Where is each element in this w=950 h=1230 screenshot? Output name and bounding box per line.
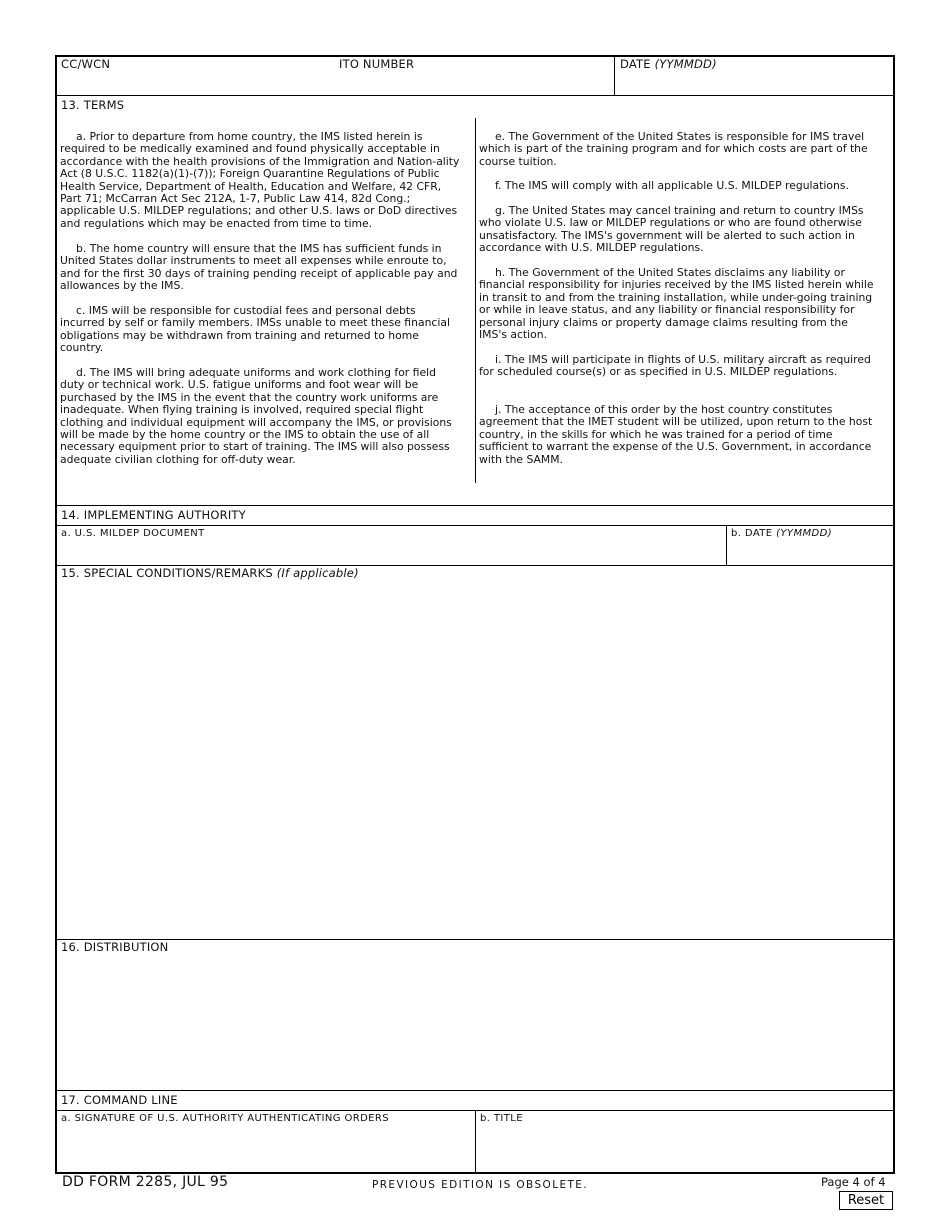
implementing-title-rule	[56, 525, 894, 526]
ito-number-label: ITO NUMBER	[339, 57, 415, 71]
special-conditions-field[interactable]	[60, 584, 894, 938]
term-g: g. The United States may cancel training and return to country IMSs who violate U.S. law or MILDEP regulations or who are found otherwise unsatisfactory. The IMS's government will be alerted to such action in accordance with U.S. MILDEP regulations.	[479, 204, 864, 255]
term-a: a. Prior to departure from home country, the IMS listed herein is required to be medically examined and found physically acceptable in accordance with the health provisions of the Immigration and Nation-ality Act (8 U.S.C. 1182(a)(1)-(7)); Foreign Quarantine Regulations of Public Health Service, Department of Health, Education and Welfare, 42 CFR, Part 71; McCarran Act Sec 212A, 1-7, Public Law 414, 82d Cong.; applicable U.S. MILDEP regulations; and other U.S. laws or DoD directives and regulations which may be enacted from time to time.	[60, 130, 460, 230]
special-conditions-title: 15. SPECIAL CONDITIONS/REMARKS (If applicable)	[61, 566, 359, 580]
title-label: b. TITLE	[480, 1113, 523, 1124]
reset-button[interactable]: Reset	[839, 1191, 893, 1210]
ito-number-field[interactable]	[335, 72, 614, 94]
command-divider	[475, 1111, 476, 1173]
title-field[interactable]	[479, 1128, 893, 1170]
implementing-title: 14. IMPLEMENTING AUTHORITY	[61, 508, 246, 522]
mildep-document-label: a. U.S. MILDEP DOCUMENT	[61, 528, 205, 539]
previous-edition-notice: PREVIOUS EDITION IS OBSOLETE.	[372, 1179, 589, 1191]
term-e: e. The Government of the United States is responsible for IMS travel which is part of the training program and for which costs are part of the course tuition.	[479, 130, 868, 168]
terms-title: 13. TERMS	[61, 98, 125, 112]
term-d: d. The IMS will bring adequate uniforms and work clothing for field duty or technical work. U.S. fatigue uniforms and foot wear will be purchased by the IMS in the event that the country work uniforms are inadequate. When flying training is involved, required special flight clothing and individual equipment will accompany the IMS, or provisions will be made by the home country or the IMS to obtain the use of all necessary equipment prior to start of training. The IMS will also possess adequate civilian clothing for off-duty wear.	[60, 366, 452, 466]
term-f: f. The IMS will comply with all applicable U.S. MILDEP regulations.	[495, 179, 849, 192]
mildep-document-field[interactable]	[60, 542, 724, 564]
term-b: b. The home country will ensure that the IMS has sufficient funds in United States dollar instruments to meet all expenses while enroute to, and for the first 30 days of training pending receipt of applicable pay and allowances by the IMS.	[60, 242, 458, 293]
header-date-field[interactable]	[618, 72, 892, 94]
signature-label: a. SIGNATURE OF U.S. AUTHORITY AUTHENTICATING ORDERS	[61, 1113, 389, 1124]
term-c: c. IMS will be responsible for custodial fees and personal debts incurred by self or family members. IMSs unable to meet these financial obligations may be withdrawn from training and returned to home country.	[60, 304, 450, 355]
implementing-date-field[interactable]	[730, 542, 894, 564]
header-date-label: DATE (YYMMDD)	[620, 57, 717, 71]
ccwcn-field[interactable]	[60, 72, 334, 94]
term-j: j. The acceptance of this order by the host country constitutes agreement that the IMET student will be utilized, upon return to the host country, in the skills for which he was trained for a period of time sufficient to warrant the expense of the U.S. Government, in accordance with the SAMM.	[479, 403, 873, 466]
terms-bottom-rule	[56, 505, 894, 506]
ccwcn-label: CC/WCN	[61, 57, 111, 71]
implementing-divider	[726, 526, 727, 566]
special-bottom-rule	[56, 939, 894, 940]
distribution-bottom-rule	[56, 1090, 894, 1091]
distribution-field[interactable]	[60, 958, 894, 1088]
term-h: h. The Government of the United States disclaims any liability or financial responsibility for injuries received by the IMS listed herein while in transit to and from the training installation, while under-going training or while in leave status, and any liability or financial responsibility for personal injury claims or property damage claims resulting from the IMS's action.	[479, 266, 874, 342]
form-id: DD FORM 2285, JUL 95	[62, 1174, 229, 1190]
terms-column-divider	[475, 118, 476, 483]
term-i: i. The IMS will participate in flights of U.S. military aircraft as required for scheduled course(s) or as specified in U.S. MILDEP regulations.	[479, 353, 871, 379]
distribution-title: 16. DISTRIBUTION	[61, 940, 169, 954]
header-divider	[614, 56, 615, 96]
signature-field[interactable]	[60, 1128, 474, 1170]
page-number: Page 4 of 4	[821, 1175, 886, 1189]
implementing-date-label: b. DATE (YYMMDD)	[731, 528, 833, 539]
command-line-title: 17. COMMAND LINE	[61, 1093, 178, 1107]
header-bottom-rule	[56, 95, 894, 96]
